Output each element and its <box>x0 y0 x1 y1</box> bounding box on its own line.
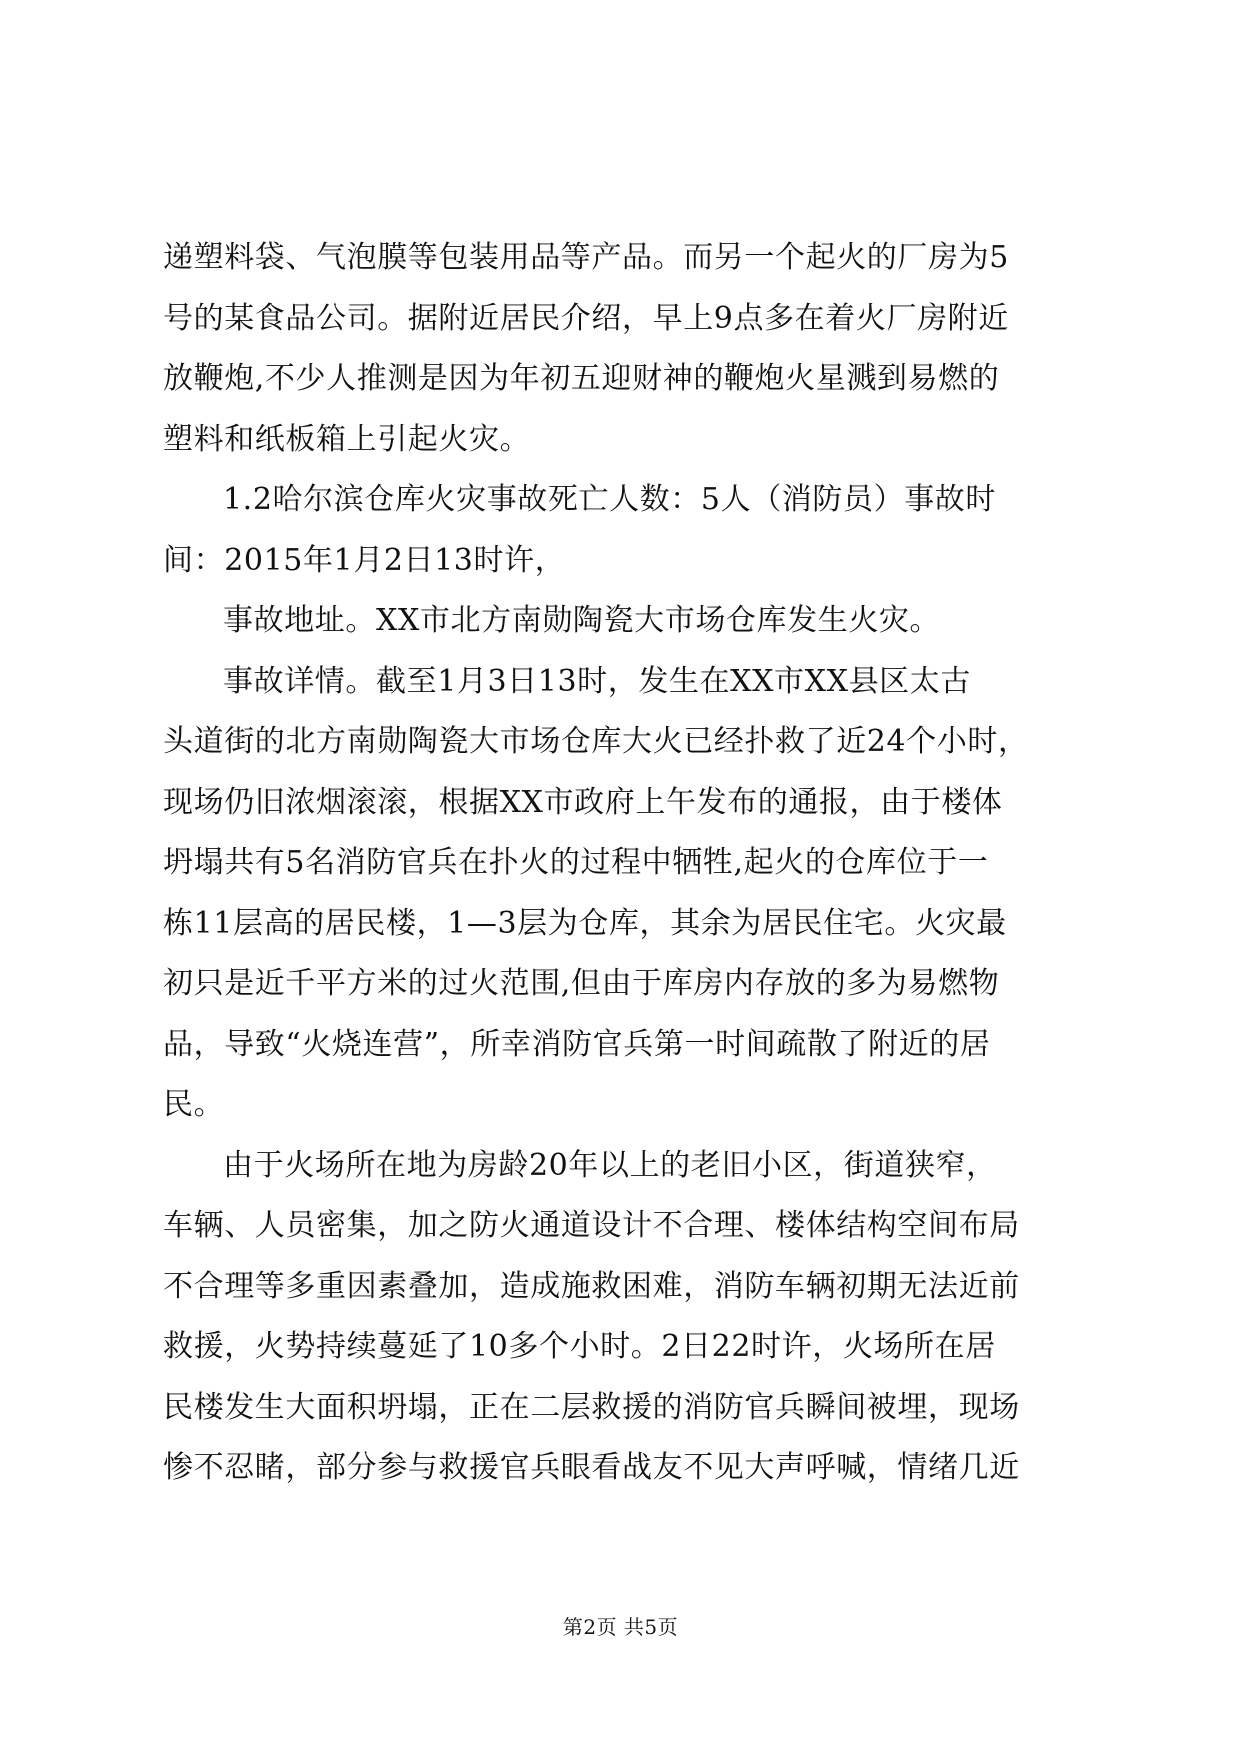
body-line: 号的某食品公司。据附近居民介绍，早上9点多在着火厂房附近 <box>163 300 1009 336</box>
body-line: 头道街的北方南勋陶瓷大市场仓库大火已经扑救了近24个小时， <box>163 724 1029 759</box>
body-line: 坍塌共有5名消防官兵在扑火的过程中牺牲,起火的仓库位于一 <box>163 845 989 880</box>
body-line: 现场仍旧浓烟滚滚，根据XX市政府上午发布的通报，由于楼体 <box>163 784 1003 820</box>
body-line: 事故地址。XX市北方南勋陶瓷大市场仓库发生火灾。 <box>223 603 941 638</box>
body-line: 事故详情。截至1月3日13时，发生在XX市XX县区太古 <box>223 663 971 699</box>
body-line: 救援，火势持续蔓延了10多个小时。2日22时许，火场所在居 <box>163 1329 996 1364</box>
body-line: 品，导致“火烧连营”，所幸消防官兵第一时间疏散了附近的居 <box>163 1026 991 1062</box>
body-line: 放鞭炮,不少人推测是因为年初五迎财神的鞭炮火星溅到易燃的 <box>163 361 1000 396</box>
body-line: 民。 <box>163 1087 225 1122</box>
document-body <box>163 228 1083 1499</box>
body-line: 不合理等多重因素叠加，造成施救困难，消防车辆初期无法近前 <box>163 1268 1020 1304</box>
body-line: 惨不忍睹，部分参与救援官兵眼看战友不见大声呼喊，情绪几近 <box>163 1450 1020 1485</box>
section-heading-line: 1.2哈尔滨仓库火灾事故死亡人数：5人（消防员）事故时 <box>223 482 996 517</box>
body-line: 塑料和纸板箱上引起火灾。 <box>163 421 531 457</box>
body-line: 递塑料袋、气泡膜等包装用品等产品。而另一个起火的厂房为5 <box>163 240 1009 275</box>
body-line: 由于火场所在地为房龄20年以上的老旧小区，街道狭窄， <box>223 1147 997 1183</box>
body-line: 间：2015年1月2日13时许， <box>163 542 566 578</box>
body-line: 车辆、人员密集，加之防火通道设计不合理、楼体结构空间布局 <box>163 1208 1020 1243</box>
body-line: 初只是近千平方米的过火范围,但由于库房内存放的多为易燃物 <box>163 966 1000 1001</box>
body-line: 栋11层高的居民楼，1—3层为仓库，其余为居民住宅。火灾最 <box>163 905 1007 941</box>
body-line: 民楼发生大面积坍塌，正在二层救援的消防官兵瞬间被埋，现场 <box>163 1389 1020 1425</box>
page-footer: 第2页 共5页 <box>562 1615 679 1639</box>
